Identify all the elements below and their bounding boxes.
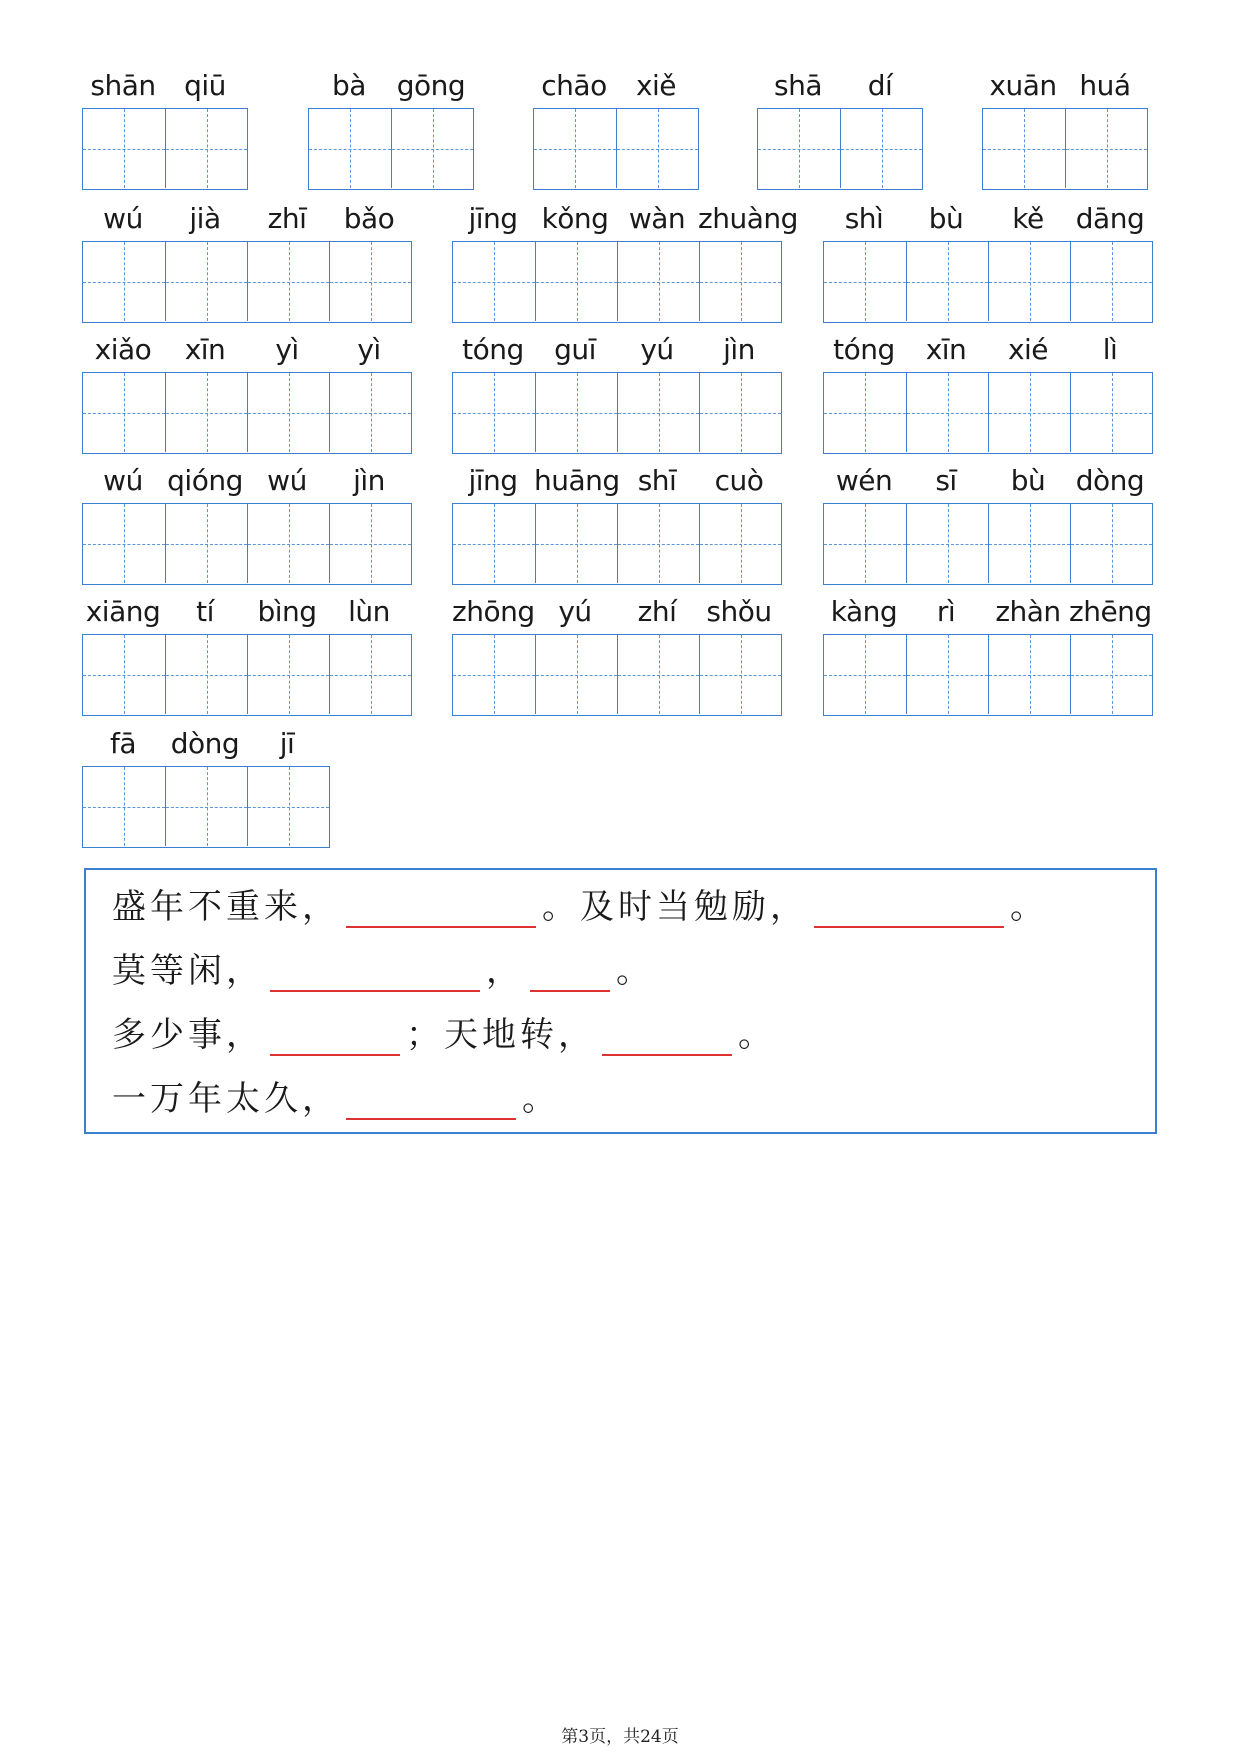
pinyin-syllable: bà — [332, 69, 366, 102]
character-writing-cell[interactable] — [988, 504, 1070, 583]
pinyin-syllable: wàn — [628, 202, 686, 235]
tianzige-grid — [452, 241, 782, 323]
tianzige-grid — [452, 503, 782, 585]
tianzige-grid — [823, 372, 1153, 454]
pinyin-syllable: zhí — [637, 595, 677, 628]
pinyin-line — [823, 326, 1151, 372]
character-writing-cell[interactable] — [840, 109, 922, 188]
pinyin-syllable: shān — [90, 69, 156, 102]
tianzige-grid — [452, 634, 782, 716]
character-writing-cell[interactable] — [165, 109, 247, 188]
word-group — [452, 457, 782, 585]
pinyin-syllable: rì — [936, 595, 956, 628]
character-writing-cell[interactable] — [391, 109, 473, 188]
poem-line — [112, 1006, 776, 1056]
word-group — [823, 326, 1153, 454]
word-group — [82, 588, 412, 716]
pinyin-syllable: kǒng — [541, 202, 609, 235]
answer-blank[interactable] — [346, 1078, 516, 1120]
pinyin-syllable: zhàn — [995, 595, 1061, 628]
pinyin-line — [452, 457, 780, 503]
word-group — [82, 62, 248, 190]
pinyin-syllable: huá — [1079, 69, 1131, 102]
tianzige-grid — [82, 503, 412, 585]
pinyin-syllable: jìn — [723, 333, 755, 366]
character-writing-cell[interactable] — [83, 373, 165, 452]
answer-blank[interactable] — [270, 1014, 400, 1056]
writing-row — [0, 588, 1240, 720]
pinyin-syllable: zhī — [267, 202, 307, 235]
word-group — [82, 326, 412, 454]
character-writing-cell[interactable] — [1070, 504, 1152, 583]
character-writing-cell[interactable] — [165, 635, 247, 714]
pinyin-syllable: zhēng — [1069, 595, 1152, 628]
character-writing-cell[interactable] — [535, 635, 617, 714]
character-writing-cell[interactable] — [83, 767, 165, 846]
pinyin-syllable: qióng — [167, 464, 243, 497]
answer-blank[interactable] — [814, 886, 1004, 928]
tianzige-grid — [82, 766, 330, 848]
character-writing-cell[interactable] — [1070, 242, 1152, 321]
answer-blank[interactable] — [530, 950, 610, 992]
character-writing-cell[interactable] — [824, 242, 906, 321]
character-writing-cell[interactable] — [824, 373, 906, 452]
character-writing-cell[interactable] — [988, 635, 1070, 714]
pinyin-syllable: yú — [558, 595, 592, 628]
pinyin-syllable: yì — [357, 333, 381, 366]
poem-text: ；天地转， — [406, 1015, 596, 1055]
poem-text: 一万年太久， — [112, 1079, 340, 1119]
pinyin-line — [82, 62, 246, 108]
character-writing-cell[interactable] — [824, 635, 906, 714]
poem-text: 莫等闲， — [112, 951, 264, 991]
page-footer: 第3页，共24页 — [561, 1727, 679, 1747]
poem-line — [112, 942, 654, 992]
character-writing-cell[interactable] — [453, 373, 535, 452]
word-group — [533, 62, 699, 190]
pinyin-syllable: jīng — [468, 464, 518, 497]
word-group — [452, 195, 798, 323]
character-writing-cell[interactable] — [534, 109, 616, 188]
pinyin-syllable: zhuàng — [698, 202, 798, 235]
pinyin-line — [308, 62, 472, 108]
pinyin-syllable: xīn — [925, 333, 967, 366]
tianzige-grid — [82, 634, 412, 716]
character-writing-cell[interactable] — [906, 504, 988, 583]
character-writing-cell[interactable] — [1070, 635, 1152, 714]
writing-row — [0, 720, 1240, 852]
character-writing-cell[interactable] — [329, 504, 411, 583]
poem-text: 。 — [738, 1015, 776, 1055]
character-writing-cell[interactable] — [247, 504, 329, 583]
tianzige-grid — [823, 634, 1153, 716]
tianzige-grid — [82, 372, 412, 454]
poem-text: ， — [486, 951, 524, 991]
pinyin-syllable: shì — [844, 202, 884, 235]
pinyin-syllable: huāng — [534, 464, 620, 497]
word-group — [452, 588, 782, 716]
pinyin-syllable: qiū — [184, 69, 226, 102]
character-writing-cell[interactable] — [535, 242, 617, 321]
character-writing-cell[interactable] — [309, 109, 391, 188]
poem-text: 多少事， — [112, 1015, 264, 1055]
pinyin-line — [452, 195, 798, 241]
character-writing-cell[interactable] — [165, 504, 247, 583]
pinyin-line — [823, 588, 1151, 634]
word-group — [757, 62, 923, 190]
word-group — [82, 457, 412, 585]
character-writing-cell[interactable] — [824, 504, 906, 583]
pinyin-syllable: xīn — [184, 333, 226, 366]
answer-blank[interactable] — [270, 950, 480, 992]
pinyin-syllable: jià — [189, 202, 221, 235]
answer-blank[interactable] — [602, 1014, 732, 1056]
character-writing-cell[interactable] — [758, 109, 840, 188]
character-writing-cell[interactable] — [988, 373, 1070, 452]
pinyin-syllable: wén — [835, 464, 893, 497]
pinyin-syllable: jìn — [353, 464, 385, 497]
pinyin-syllable: kě — [1012, 202, 1044, 235]
pinyin-syllable: dāng — [1075, 202, 1145, 235]
writing-row — [0, 457, 1240, 589]
writing-row — [0, 326, 1240, 458]
pinyin-syllable: xiě — [635, 69, 677, 102]
character-writing-cell[interactable] — [165, 767, 247, 846]
word-group — [823, 457, 1153, 585]
pinyin-line — [82, 588, 410, 634]
poem-fill-in-box — [84, 868, 1157, 1134]
word-group — [82, 195, 412, 323]
character-writing-cell[interactable] — [906, 373, 988, 452]
pinyin-syllable: yú — [640, 333, 674, 366]
character-writing-cell[interactable] — [247, 635, 329, 714]
character-writing-cell[interactable] — [329, 373, 411, 452]
pinyin-syllable: yì — [275, 333, 299, 366]
pinyin-syllable: lì — [1102, 333, 1118, 366]
tianzige-grid — [308, 108, 474, 190]
poem-text: 。 — [522, 1079, 560, 1119]
character-writing-cell[interactable] — [1070, 373, 1152, 452]
pinyin-syllable: bǎo — [343, 202, 395, 235]
pinyin-line — [82, 195, 410, 241]
word-group — [982, 62, 1148, 190]
character-writing-cell[interactable] — [699, 504, 781, 583]
tianzige-grid — [757, 108, 923, 190]
character-writing-cell[interactable] — [453, 635, 535, 714]
pinyin-syllable: zhōng — [452, 595, 535, 628]
word-group — [823, 195, 1153, 323]
poem-text: 。 — [1010, 887, 1048, 927]
tianzige-grid — [82, 241, 412, 323]
pinyin-syllable: shǒu — [706, 595, 772, 628]
pinyin-syllable: shī — [637, 464, 677, 497]
pinyin-syllable: kàng — [830, 595, 898, 628]
pinyin-line — [82, 326, 410, 372]
pinyin-syllable: tóng — [833, 333, 895, 366]
character-writing-cell[interactable] — [83, 109, 165, 188]
pinyin-syllable: xiǎo — [94, 333, 152, 366]
character-writing-cell[interactable] — [699, 635, 781, 714]
character-writing-cell[interactable] — [616, 109, 698, 188]
pinyin-syllable: bù — [1010, 464, 1046, 497]
poem-line — [112, 1070, 560, 1120]
pinyin-syllable: shā — [774, 69, 822, 102]
character-writing-cell[interactable] — [983, 109, 1065, 188]
pinyin-syllable: lùn — [348, 595, 390, 628]
character-writing-cell[interactable] — [247, 373, 329, 452]
character-writing-cell[interactable] — [247, 242, 329, 321]
pinyin-syllable: gōng — [396, 69, 466, 102]
character-writing-cell[interactable] — [617, 635, 699, 714]
pinyin-line — [533, 62, 697, 108]
character-writing-cell[interactable] — [165, 373, 247, 452]
tianzige-grid — [823, 241, 1153, 323]
character-writing-cell[interactable] — [165, 242, 247, 321]
pinyin-line — [82, 457, 410, 503]
poem-text: 盛年不重来， — [112, 887, 340, 927]
pinyin-syllable: guī — [554, 333, 596, 366]
pinyin-syllable: xuān — [989, 69, 1057, 102]
poem-line — [112, 878, 1048, 928]
pinyin-line — [757, 62, 921, 108]
character-writing-cell[interactable] — [617, 504, 699, 583]
tianzige-grid — [982, 108, 1148, 190]
word-group — [82, 720, 330, 848]
poem-text: 。及时当勉励， — [542, 887, 808, 927]
pinyin-syllable: dòng — [170, 727, 240, 760]
character-writing-cell[interactable] — [83, 504, 165, 583]
pinyin-line — [452, 588, 780, 634]
pinyin-syllable: bù — [928, 202, 964, 235]
poem-text: 。 — [616, 951, 654, 991]
pinyin-syllable: jīng — [468, 202, 518, 235]
pinyin-syllable: chāo — [541, 69, 607, 102]
pinyin-syllable: fā — [109, 727, 136, 760]
character-writing-cell[interactable] — [535, 504, 617, 583]
character-writing-cell[interactable] — [906, 242, 988, 321]
character-writing-cell[interactable] — [699, 373, 781, 452]
tianzige-grid — [452, 372, 782, 454]
pinyin-syllable: bìng — [257, 595, 317, 628]
character-writing-cell[interactable] — [535, 373, 617, 452]
pinyin-syllable: jī — [279, 727, 295, 760]
pinyin-line — [823, 195, 1151, 241]
character-writing-cell[interactable] — [699, 242, 781, 321]
pinyin-syllable: wú — [267, 464, 307, 497]
character-writing-cell[interactable] — [453, 242, 535, 321]
pinyin-syllable: xié — [1007, 333, 1049, 366]
pinyin-syllable: sī — [935, 464, 957, 497]
pinyin-syllable: tí — [196, 595, 214, 628]
word-group — [308, 62, 474, 190]
tianzige-grid — [533, 108, 699, 190]
character-writing-cell[interactable] — [247, 767, 329, 846]
pinyin-syllable: dí — [867, 69, 893, 102]
writing-row — [0, 195, 1240, 327]
pinyin-syllable: dòng — [1075, 464, 1145, 497]
character-writing-cell[interactable] — [453, 504, 535, 583]
writing-row — [0, 62, 1240, 194]
pinyin-syllable: wú — [103, 464, 143, 497]
word-group — [452, 326, 782, 454]
character-writing-cell[interactable] — [906, 635, 988, 714]
character-writing-cell[interactable] — [329, 242, 411, 321]
character-writing-cell[interactable] — [988, 242, 1070, 321]
pinyin-syllable: wú — [103, 202, 143, 235]
pinyin-line — [823, 457, 1151, 503]
pinyin-syllable: cuò — [714, 464, 764, 497]
character-writing-cell[interactable] — [1065, 109, 1147, 188]
tianzige-grid — [82, 108, 248, 190]
pinyin-syllable: xiāng — [85, 595, 161, 628]
tianzige-grid — [823, 503, 1153, 585]
pinyin-line — [82, 720, 328, 766]
character-writing-cell[interactable] — [83, 242, 165, 321]
pinyin-line — [982, 62, 1146, 108]
character-writing-cell[interactable] — [329, 635, 411, 714]
pinyin-syllable: tóng — [462, 333, 524, 366]
answer-blank[interactable] — [346, 886, 536, 928]
character-writing-cell[interactable] — [617, 242, 699, 321]
pinyin-line — [452, 326, 780, 372]
character-writing-cell[interactable] — [617, 373, 699, 452]
word-group — [823, 588, 1153, 716]
character-writing-cell[interactable] — [83, 635, 165, 714]
